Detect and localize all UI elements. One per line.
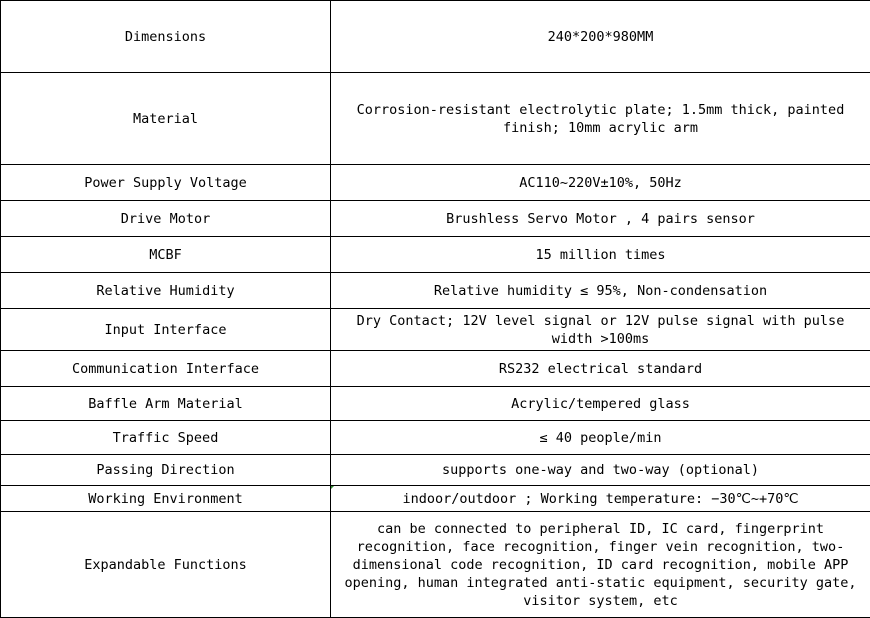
table-row <box>1 201 870 237</box>
spec-label-traffic-speed: Traffic Speed <box>1 421 331 455</box>
spec-label-dimensions: Dimensions <box>1 1 331 73</box>
table-row <box>1 237 870 273</box>
spec-value-cell-working-environment <box>331 486 870 512</box>
table-row <box>1 273 870 309</box>
spec-value-material: Corrosion-resistant electrolytic plate; 1.5mm thick, painted finish; 10mm acrylic arm <box>331 73 870 165</box>
spec-label-expandable-functions: Expandable Functions <box>1 512 331 618</box>
spec-value-input-interface: Dry Contact; 12V level signal or 12V pulse signal with pulse width >100ms <box>331 309 870 351</box>
spec-label-passing-direction: Passing Direction <box>1 455 331 486</box>
spec-value-working-environment: indoor/outdoor ; Working temperature: −30℃~+70℃ <box>402 491 798 507</box>
spec-label-power-supply-voltage: Power Supply Voltage <box>1 165 331 201</box>
table-row <box>1 455 870 486</box>
spec-value-traffic-speed: ≤ 40 people/min <box>331 421 870 455</box>
spec-value-dimensions: 240*200*980MM <box>331 1 870 73</box>
spec-label-drive-motor: Drive Motor <box>1 201 331 237</box>
table-row <box>1 421 870 455</box>
spec-label-mcbf: MCBF <box>1 237 331 273</box>
table-row <box>1 387 870 421</box>
spec-value-mcbf: 15 million times <box>331 237 870 273</box>
spec-label-material: Material <box>1 73 331 165</box>
table-row <box>1 73 870 165</box>
spec-label-communication-interface: Communication Interface <box>1 351 331 387</box>
spec-label-baffle-arm-material: Baffle Arm Material <box>1 387 331 421</box>
cell-marker <box>331 486 334 489</box>
spec-label-working-environment: Working Environment <box>1 486 331 512</box>
table-row <box>1 486 870 512</box>
spec-value-passing-direction: supports one-way and two-way (optional) <box>331 455 870 486</box>
spec-value-expandable-functions: can be connected to peripheral ID, IC card, fingerprint recognition, face recognition, finger vein recognition, two-dimensional code recognition, ID card recognition, mobile APP opening, human integrated anti-static equipment, security gate, visitor system, etc <box>331 512 870 618</box>
table-row <box>1 351 870 387</box>
table-row <box>1 165 870 201</box>
spec-label-relative-humidity: Relative Humidity <box>1 273 331 309</box>
spec-value-relative-humidity: Relative humidity ≤ 95%, Non-condensation <box>331 273 870 309</box>
spec-value-power-supply-voltage: AC110~220V±10%, 50Hz <box>331 165 870 201</box>
table-row <box>1 1 870 73</box>
spec-label-input-interface: Input Interface <box>1 309 331 351</box>
table-row <box>1 309 870 351</box>
table-row <box>1 512 870 618</box>
spec-value-baffle-arm-material: Acrylic/tempered glass <box>331 387 870 421</box>
spec-value-drive-motor: Brushless Servo Motor , 4 pairs sensor <box>331 201 870 237</box>
spec-value-communication-interface: RS232 electrical standard <box>331 351 870 387</box>
